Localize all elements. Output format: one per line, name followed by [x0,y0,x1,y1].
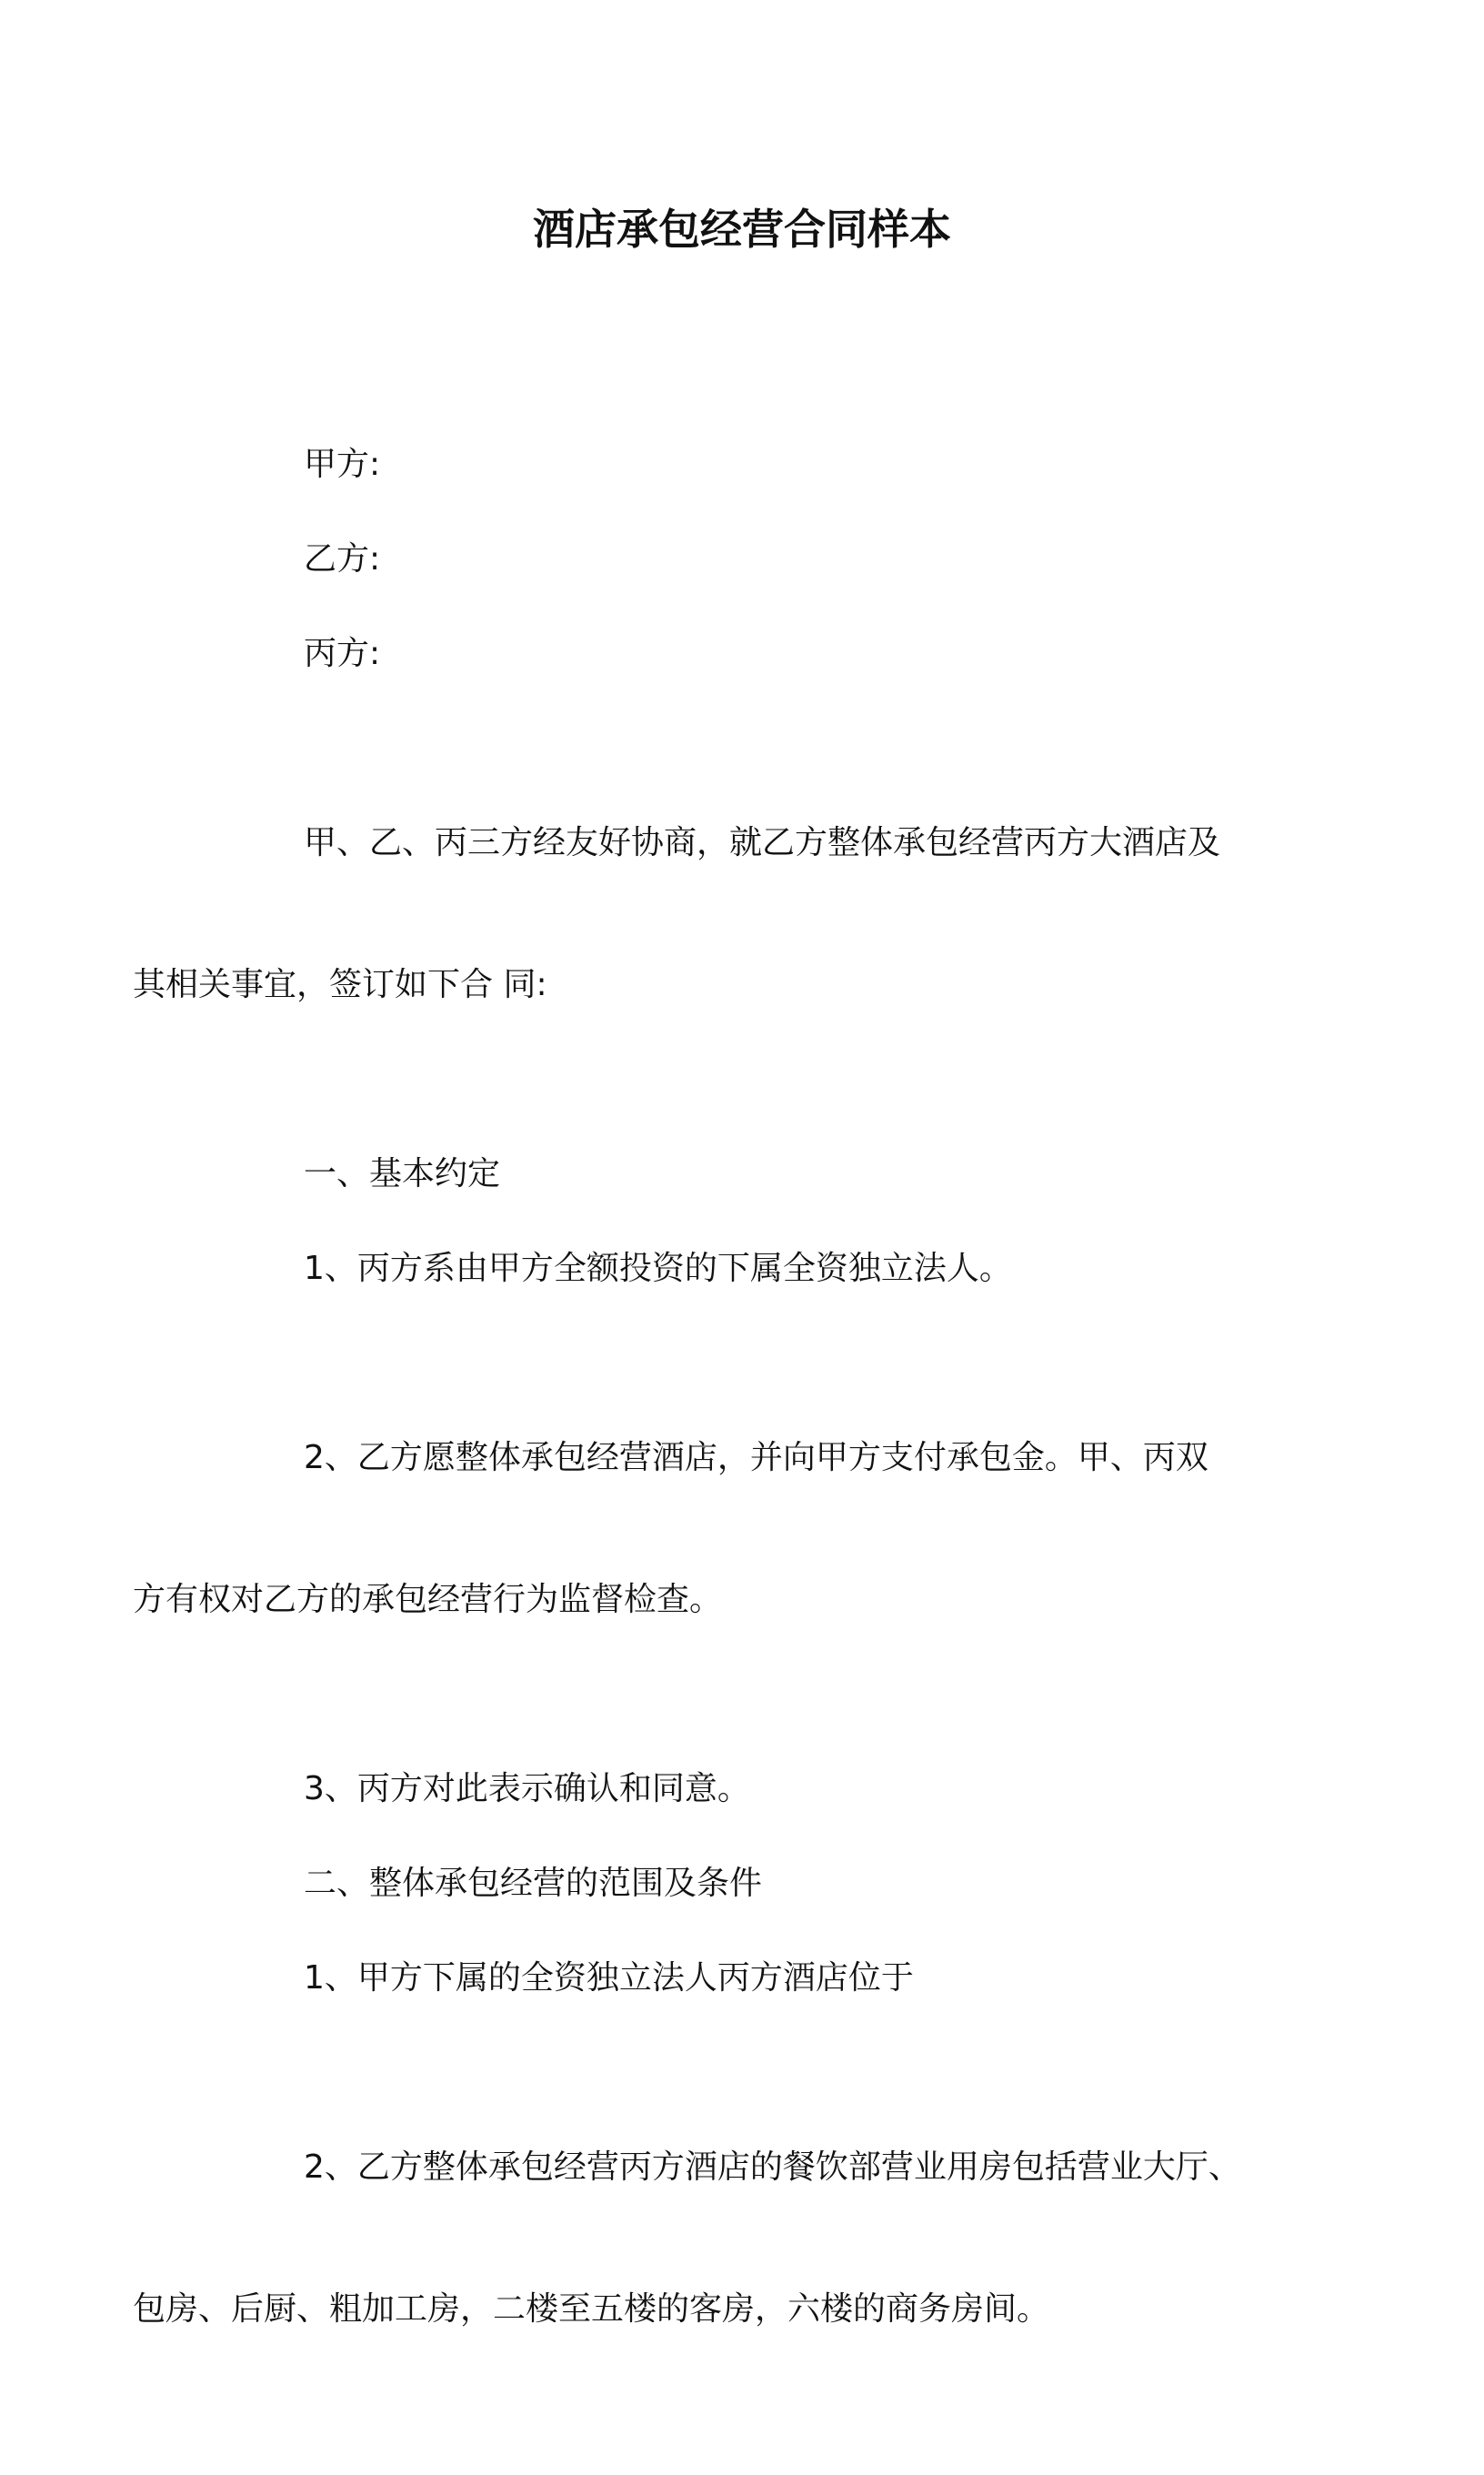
section-2-heading: 二、整体承包经营的范围及条件 [304,1865,763,1902]
party-b-label: 乙方: [304,540,381,578]
party-c-label: 丙方: [304,635,381,672]
section-2-item-2-line-1: 2、乙方整体承包经营丙方酒店的餐饮部营业用房包括营业大厅、 [304,2148,1241,2186]
section-1-item-1: 1、丙方系由甲方全额投资的下属全资独立法人。 [304,1250,1012,1287]
document-title: 酒店承包经营合同样本 [533,205,951,254]
section-2-item-1: 1、甲方下属的全资独立法人丙方酒店位于 [304,1959,914,1997]
section-2-item-2-line-2: 包房、后厨、粗加工房，二楼至五楼的客房，六楼的商务房间。 [133,2290,1050,2328]
section-1-item-2-line-2: 方有权对乙方的承包经营行为监督检查。 [133,1581,723,1618]
section-1-item-2-line-1: 2、乙方愿整体承包经营酒店，并向甲方支付承包金。甲、丙双 [304,1439,1208,1476]
preamble-line-2: 其相关事宜，签订如下合 同: [133,966,547,1003]
party-a-label: 甲方: [304,446,381,483]
section-1-item-3: 3、丙方对此表示确认和同意。 [304,1770,750,1807]
preamble-paragraph [133,725,1266,1103]
section-2-item-2 [133,2049,1266,2428]
section-1-item-2 [133,1340,1266,1718]
preamble-line-1: 甲、乙、丙三方经友好协商，就乙方整体承包经营丙方大酒店及 [304,824,1221,861]
document-body [133,441,1266,2475]
section-1-heading: 一、基本约定 [304,1155,501,1192]
